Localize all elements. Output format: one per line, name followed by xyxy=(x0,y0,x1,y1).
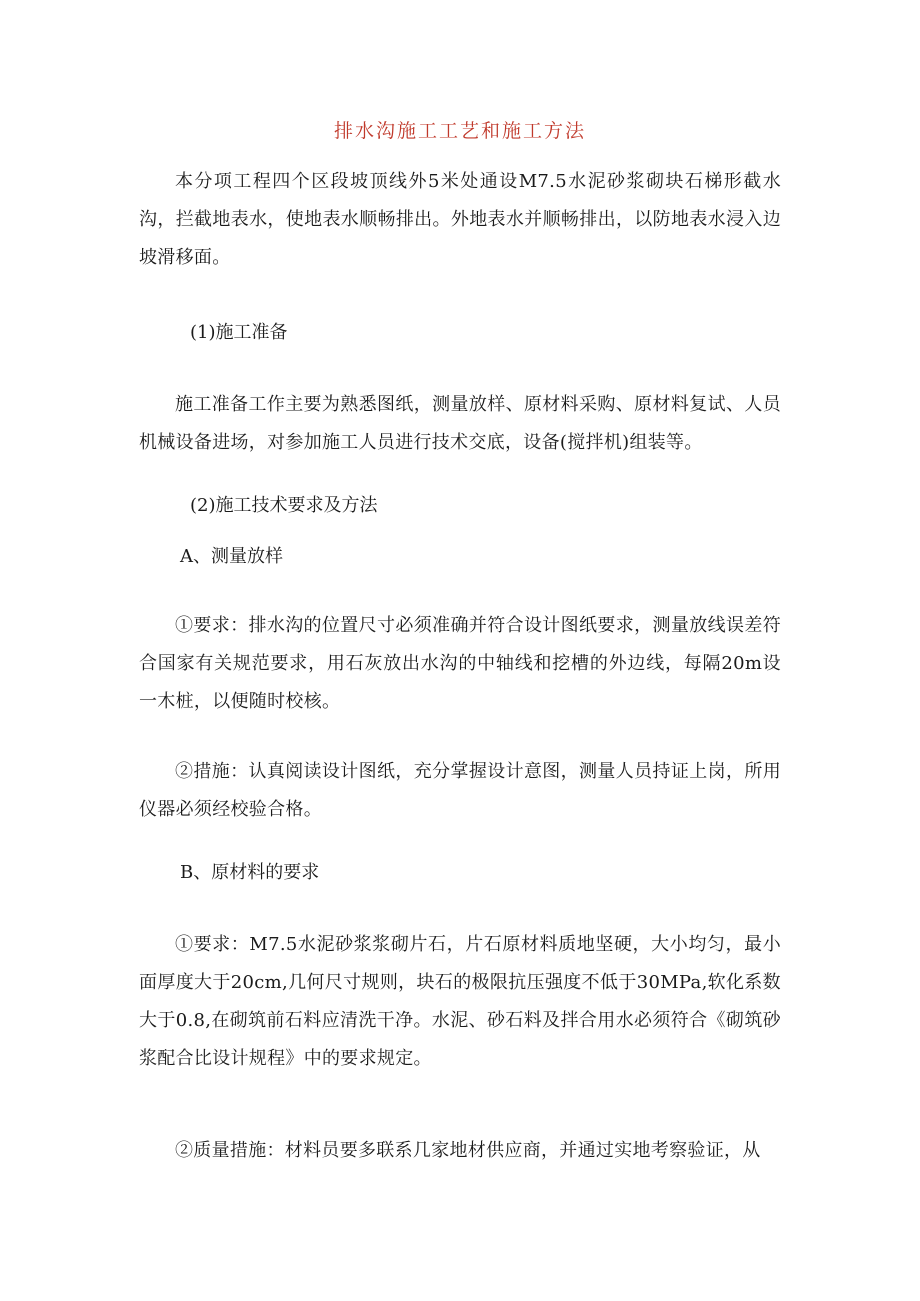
document-title: 排水沟施工工艺和施工方法 xyxy=(333,120,586,142)
subsection-a-measure: ②措施：认真阅读设计图纸，充分掌握设计意图，测量人员持证上岗，所用仪器必须经校验合格。 xyxy=(139,761,781,820)
section-2-heading: (2)施工技术要求及方法 xyxy=(190,495,378,516)
intro-paragraph: 本分项工程四个区段坡顶线外5米处通设M7.5水泥砂浆砌块石梯形截水沟，拦截地表水，使地表水顺畅排出。外地表水并顺畅排出，以防地表水浸入边坡滑移面。 xyxy=(139,171,781,268)
section-1-body: 施工准备工作主要为熟悉图纸，测量放样、原材料采购、原材料复试、人员机械设备进场，对参加施工人员进行技术交底，设备(搅拌机)组装等。 xyxy=(139,394,781,453)
subsection-a-heading: A、测量放样 xyxy=(180,546,283,567)
subsection-b-heading: B、原材料的要求 xyxy=(180,862,320,883)
subsection-b-requirement: ①要求：M7.5水泥砂浆浆砌片石，片石原材料质地坚硬，大小均匀，最小面厚度大于20cm,几何尺寸规则，块石的极限抗压强度不低于30MPa,软化系数大于0.8,在砌筑前石料应清洗干净。水泥、砂石料及拌合用水必须符合《砌筑砂浆配合比设计规程》中的要求规定。 xyxy=(139,934,781,1069)
subsection-a-requirement: ①要求：排水沟的位置尺寸必须准确并符合设计图纸要求，测量放线误差符合国家有关规范要求，用石灰放出水沟的中轴线和挖槽的外边线，每隔20m设一木桩，以便随时校核。 xyxy=(139,615,781,712)
subsection-b-measure: ②质量措施：材料员要多联系几家地材供应商，并通过实地考察验证，从 xyxy=(175,1140,761,1161)
section-1-heading: (1)施工准备 xyxy=(190,322,288,343)
